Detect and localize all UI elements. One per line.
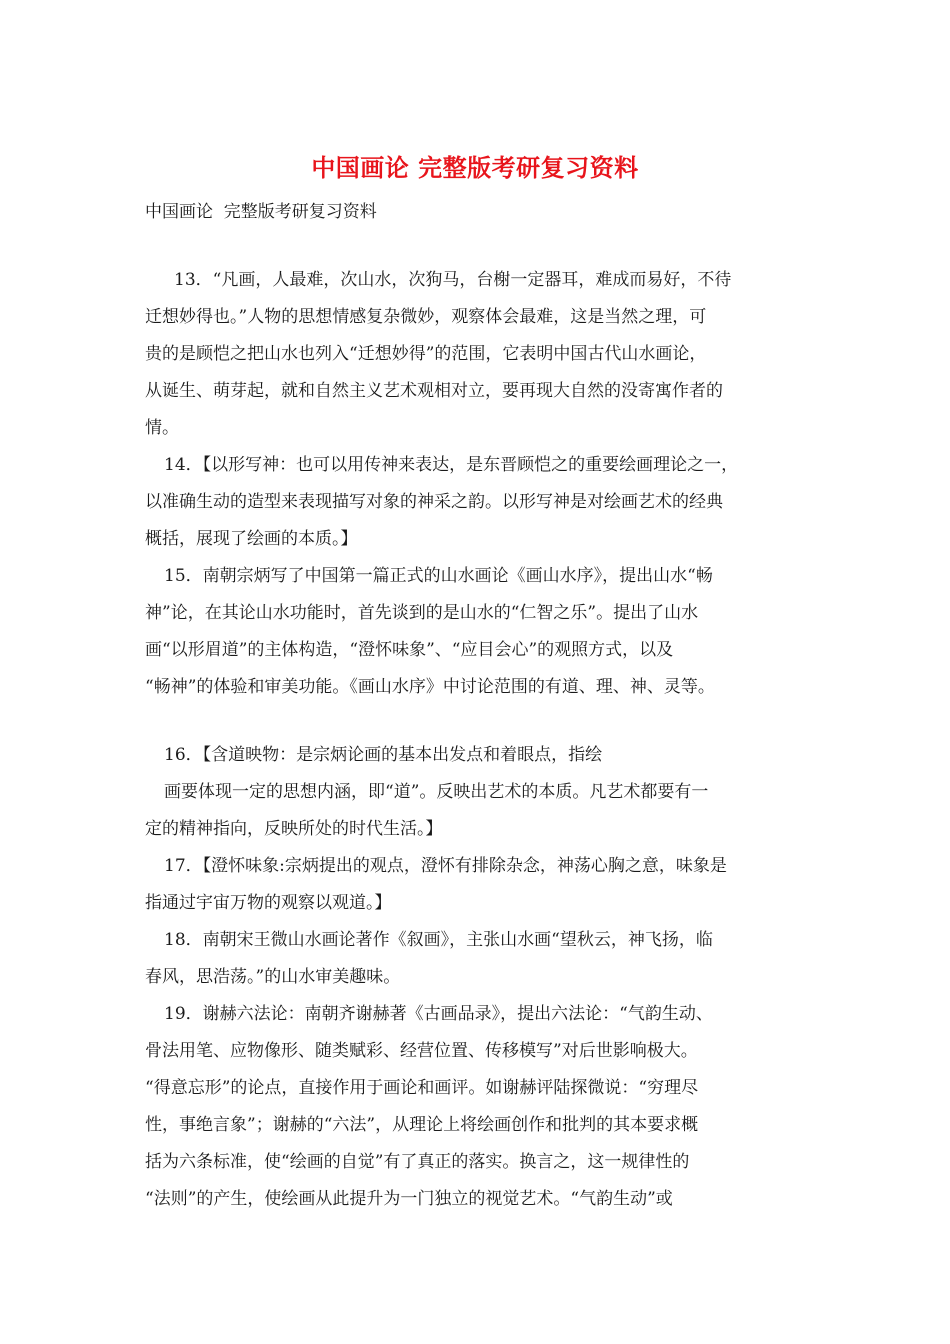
paragraph-line: 迁想妙得也。”人物的思想情感复杂微妙，观察体会最难，这是当然之理，可	[145, 307, 707, 327]
paragraph-line: 括为六条标准，使“绘画的自觉”有了真正的落实。换言之，这一规律性的	[145, 1152, 690, 1172]
paragraph-line: 贵的是顾恺之把山水也列入“迁想妙得”的范围，它表明中国古代山水画论，	[145, 344, 707, 364]
document-subtitle: 中国画论 完整版考研复习资料	[145, 202, 377, 222]
document-title: 中国画论 完整版考研复习资料	[311, 153, 639, 182]
paragraph-line: 13．“凡画，人最难，次山水，次狗马，台榭一定器耳，难成而易好，不待	[174, 270, 732, 290]
paragraph-line: 神”论，在其论山水功能时，首先谈到的是山水的“仁智之乐”。提出了山水	[145, 603, 699, 623]
paragraph-line: “法则”的产生，使绘画从此提升为一门独立的视觉艺术。“气韵生动”或	[145, 1189, 673, 1209]
paragraph-line: “得意忘形”的论点，直接作用于画论和画评。如谢赫评陆探微说：“穷理尽	[145, 1078, 699, 1098]
paragraph-line: 情。	[145, 418, 179, 438]
paragraph-line: 从诞生、萌芽起，就和自然主义艺术观相对立，要再现大自然的没寄寓作者的	[145, 381, 723, 401]
paragraph-line: “畅神”的体验和审美功能。《画山水序》中讨论范围的有道、理、神、灵等。	[145, 677, 715, 697]
paragraph-line: 19．谢赫六法论：南朝齐谢赫著《古画品录》，提出六法论：“气韵生动、	[164, 1004, 713, 1024]
paragraph-line: 15．南朝宗炳写了中国第一篇正式的山水画论《画山水序》，提出山水“畅	[164, 566, 713, 586]
paragraph-line: 骨法用笔、应物像形、随类赋彩、经营位置、传移模写”对后世影响极大。	[145, 1041, 698, 1061]
paragraph-line: 指通过宇宙万物的观察以观道。】	[145, 893, 392, 913]
paragraph-line: 画要体现一定的思想内涵，即“道”。反映出艺术的本质。凡艺术都要有一	[164, 782, 709, 802]
paragraph-line: 概括，展现了绘画的本质。】	[145, 529, 358, 549]
paragraph-line: 17．【澄怀味象:宗炳提出的观点，澄怀有排除杂念，神荡心胸之意，味象是	[164, 856, 727, 876]
paragraph-line: 14．【以形写神：也可以用传神来表达，是东晋顾恺之的重要绘画理论之一，	[164, 455, 739, 475]
paragraph-line: 画“以形眉道”的主体构造，“澄怀味象”、“应目会心”的观照方式，以及	[145, 640, 674, 660]
paragraph-line: 春风，思浩荡。”的山水审美趣味。	[145, 967, 401, 987]
paragraph-line: 以准确生动的造型来表现描写对象的神采之韵。以形写神是对绘画艺术的经典	[145, 492, 723, 512]
paragraph-line: 性，事绝言象”；谢赫的“六法”，从理论上将绘画创作和批判的其本要求概	[145, 1115, 699, 1135]
paragraph-line: 18．南朝宋王微山水画论著作《叙画》，主张山水画“望秋云，神飞扬，临	[164, 930, 713, 950]
paragraph-line: 定的精神指向，反映所处的时代生活。】	[145, 819, 443, 839]
paragraph-line: 16．【含道映物：是宗炳论画的基本出发点和着眼点，指绘	[164, 745, 603, 765]
